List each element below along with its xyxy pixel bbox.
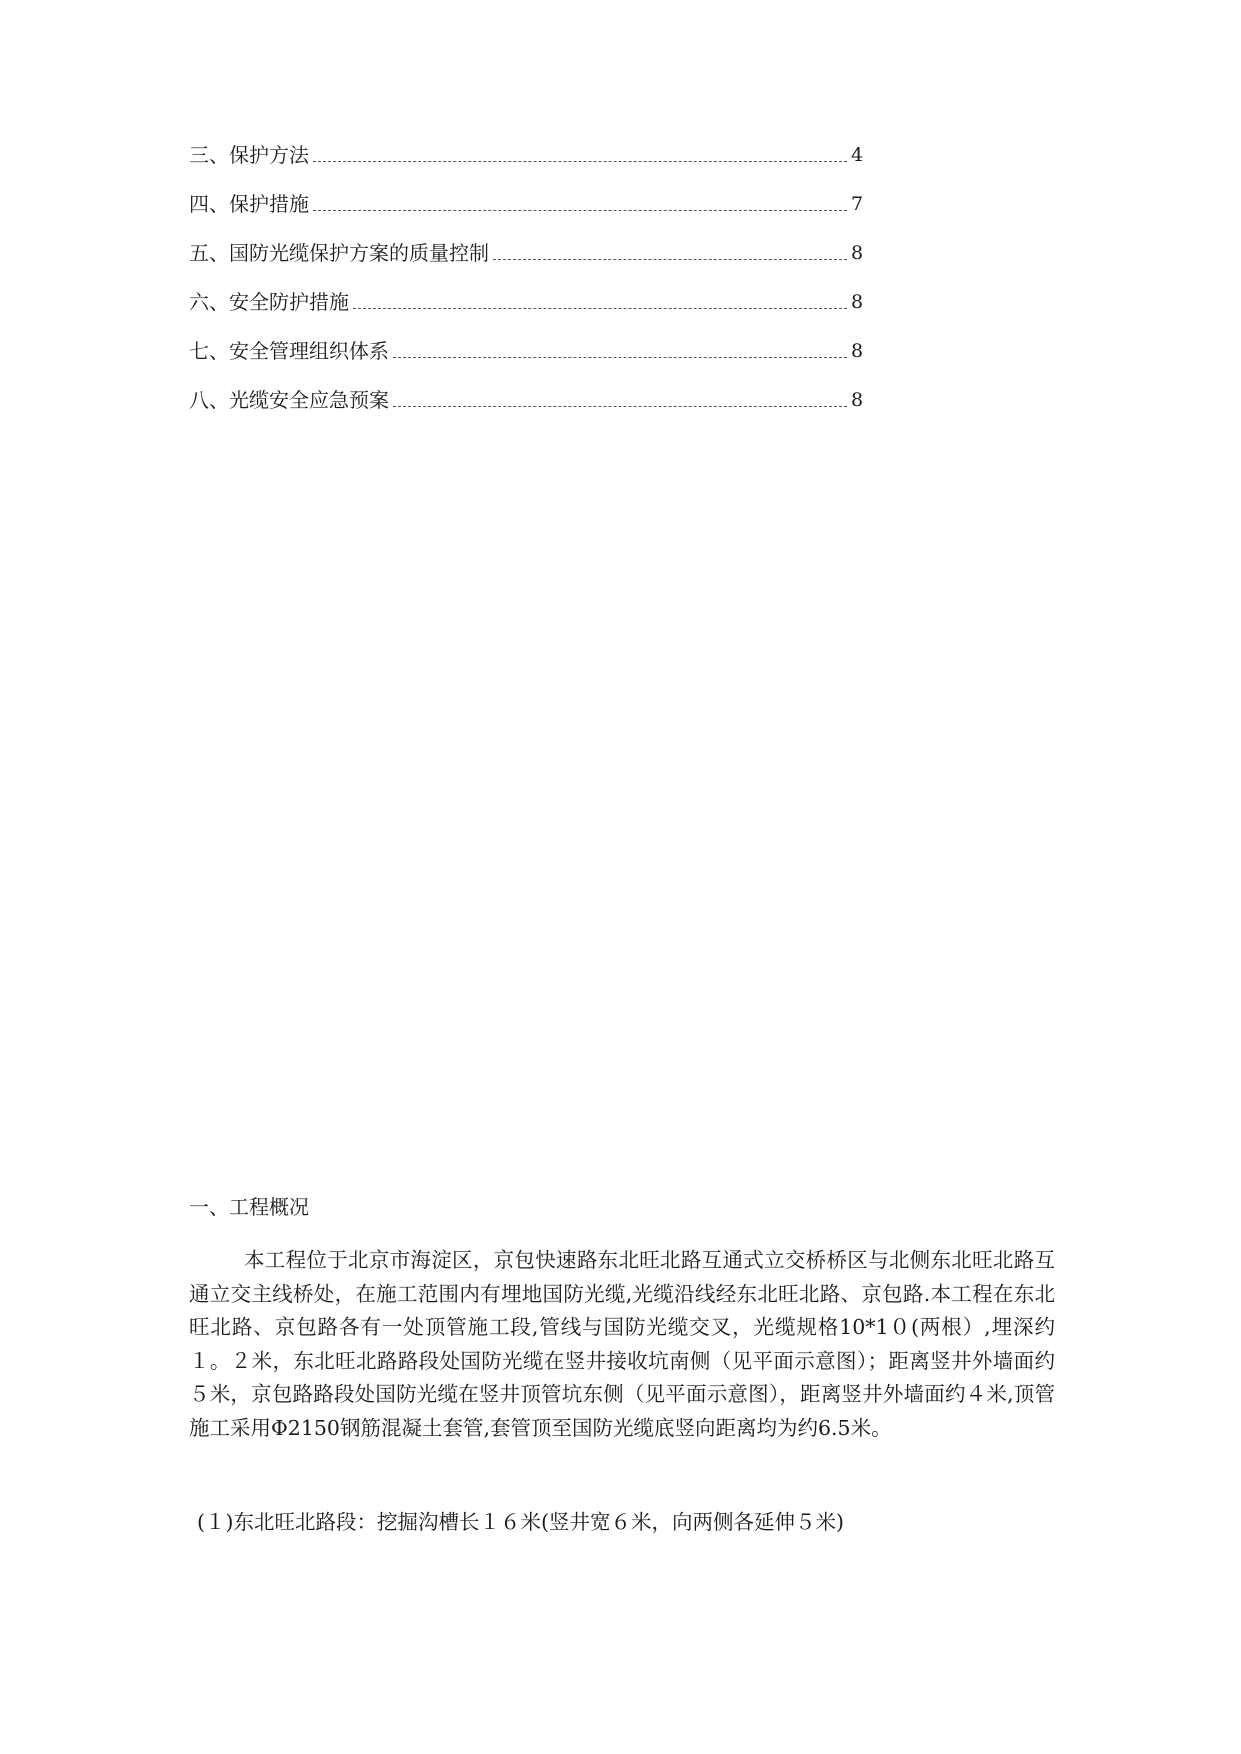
toc-dot-leader [353,307,847,309]
toc-entry-emergency-plan[interactable] [189,383,869,413]
sub-item-line: (１)东北旺北路段：挖掘沟槽长１６米(竖井宽６米，向两侧各延伸５米) [197,1510,844,1534]
toc-entry-protection-methods[interactable] [189,138,869,168]
section-heading: 一、工程概况 [189,1195,309,1219]
toc-entry-label: 五、国防光缆保护方案的质量控制 [189,241,489,265]
body-paragraph: 本工程位于北京市海淀区，京包快速路东北旺北路互通式立交桥桥区与北侧东北旺北路互通立交主线桥处，在施工范围内有埋地国防光缆,光缆沿线经东北旺北路、京包路.本工程在东北旺北路、京包路各有一处顶管施工段,管线与国防光缆交叉，光缆规格10*1０(两根）,埋深约１。２米，东北旺北路路段处国防光缆在竖井接收坑南侧（见平面示意图）；距离竖井外墙面约５米，京包路路段处国防光缆在竖井顶管坑东侧（见平面示意图），距离竖井外墙面约４米,顶管施工采用Φ2150钢筋混凝土套管,套管顶至国防光缆底竖向距离均为约6.5米。 [189,1248,1055,1440]
toc-entry-quality-control[interactable] [189,236,869,266]
toc-dot-leader [393,356,847,358]
toc-dot-leader [393,405,847,407]
toc-entry-label: 四、保护措施 [189,192,309,216]
toc-page-number: 8 [851,340,864,362]
toc-page-number: 8 [851,291,864,313]
toc-entry-protection-measures[interactable] [189,187,869,217]
toc-dot-leader [313,209,847,211]
toc-page-number: 8 [851,242,864,264]
toc-entry-label: 七、安全管理组织体系 [189,339,389,363]
toc-page-number: 4 [851,144,864,166]
toc-entry-safety-organization[interactable] [189,334,869,364]
toc-page-number: 7 [851,193,864,215]
toc-entry-label: 八、光缆安全应急预案 [189,388,389,412]
toc-entry-safety-protection[interactable] [189,285,869,315]
toc-dot-leader [493,258,847,260]
toc-dot-leader [313,160,847,162]
toc-entry-label: 三、保护方法 [189,143,309,167]
toc-page-number: 8 [851,389,864,411]
toc-entry-label: 六、安全防护措施 [189,290,349,314]
